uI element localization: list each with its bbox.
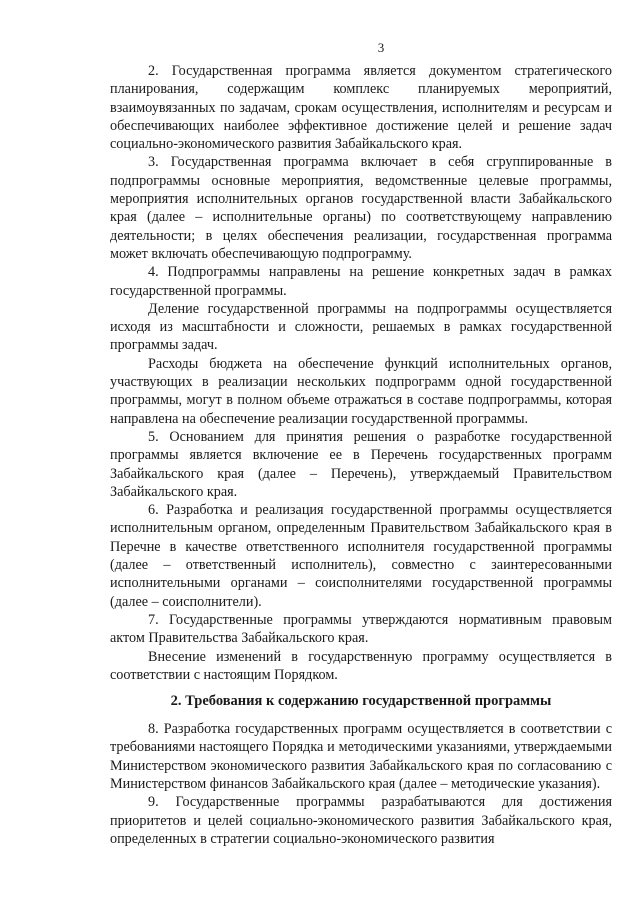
paragraph-9: 9. Государственные программы разрабатываются для достижения приоритетов и целей социально-экономического развития Забайкальского края, определенных в стратегии социально-экономического развития bbox=[110, 794, 612, 847]
paragraph-2: 2. Государственная программа является документом стратегического планирования, содержащим комплекс планируемых мероприятий, взаимоувязанных по задачам, срокам осуществления, исполнителям и ресурсам и обеспечивающих наиболее эффективное достижение целей и решение задач социально-экономического развития Забайкальского края. bbox=[110, 63, 612, 153]
paragraph-4-division: Деление государственной программы на подпрограммы осуществляется исходя из масштабности и сложности, решаемых в рамках государственной программы задач. bbox=[110, 300, 612, 354]
section-heading: 2. Требования к содержанию государственной программы bbox=[170, 693, 552, 710]
page-number: 3 bbox=[377, 40, 385, 55]
paragraph-8: 8. Разработка государственных программ осуществляется в соответствии с требованиями настоящего Порядка и методическими указаниями, утверждаемыми Министерством экономического развития Забайкальского края по согласованию с Министерством финансов Забайкальского края (далее – методические указания). bbox=[110, 721, 612, 792]
paragraph-7: 7. Государственные программы утверждаются нормативным правовым актом Правительства Забайкальского края. bbox=[110, 611, 612, 647]
paragraph-7-amendments: Внесение изменений в государственную программу осуществляется в соответствии с настоящим Порядком. bbox=[110, 648, 612, 683]
paragraph-4-budget: Расходы бюджета на обеспечение функций исполнительных органов, участвующих в реализации нескольких подпрограмм одной государственной программы, могут в полном объеме отражаться в составе подпрограммы, которая направлена на обеспечение реализации государственной программы. bbox=[110, 355, 612, 427]
paragraph-4: 4. Подпрограммы направлены на решение конкретных задач в рамках государственной программы. bbox=[110, 264, 612, 299]
paragraph-5: 5. Основанием для принятия решения о разработке государственной программы является включение ее в Перечень государственных программ Забайкальского края (далее – Перечень), утверждаемый Правительством Забайкальского края. bbox=[110, 428, 612, 500]
paragraph-6: 6. Разработка и реализация государственной программы осуществляется исполнительным органом, определенным Правительством Забайкальского края в Перечне в качестве ответственного исполнителя государственной программы (далее – ответственный исполнитель), совместно с заинтересованными исполнительными органами – соисполнителями государственной программы (далее – соисполнители). bbox=[110, 502, 612, 610]
paragraph-3: 3. Государственная программа включает в себя сгруппированные в подпрограммы основные мероприятия, ведомственные целевые программы, мероприятия исполнительных органов государственной власти Забайкальского края (далее – исполнительные органы) по соответствующему направлению деятельности; в целях обеспечения реализации, государственная программа может включать обеспечивающую подпрограмму. bbox=[110, 154, 612, 262]
